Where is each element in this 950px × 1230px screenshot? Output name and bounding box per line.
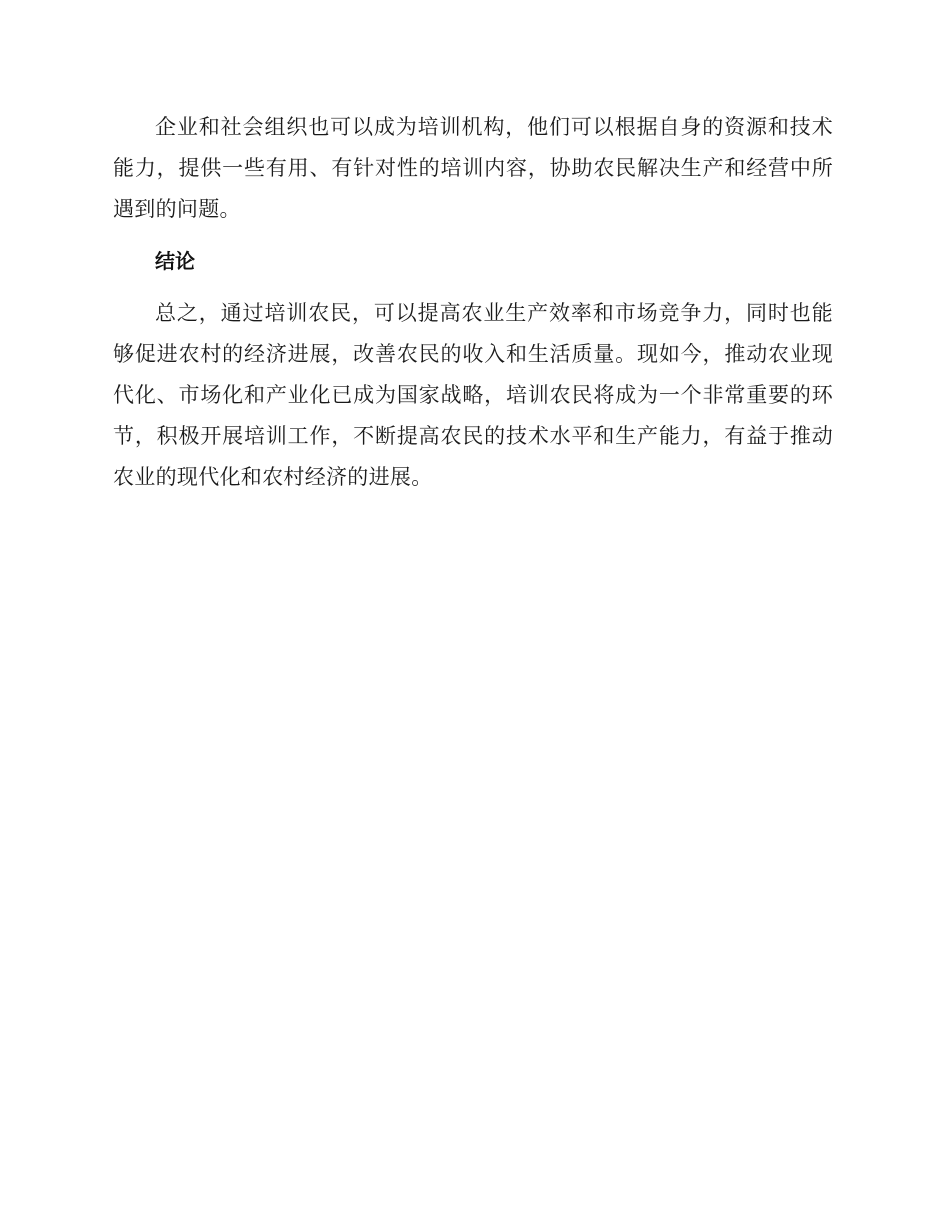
section-heading-conclusion: 结论 bbox=[155, 249, 195, 273]
paragraph-training-organizations: 企业和社会组织也可以成为培训机构，他们可以根据自身的资源和技术能力，提供一些有用、有针对性的培训内容，协助农民解决生产和经营中所遇到的问题。 bbox=[113, 115, 833, 221]
document-page bbox=[113, 107, 833, 509]
paragraph-conclusion: 总之，通过培训农民，可以提高农业生产效率和市场竞争力，同时也能够促进农村的经济进展，改善农民的收入和生活质量。现如今，推动农业现代化、市场化和产业化已成为国家战略，培训农民将成为一个非常重要的环节，积极开展培训工作，不断提高农民的技术水平和生产能力，有益于推动农业的现代化和农村经济的进展。 bbox=[113, 301, 833, 489]
